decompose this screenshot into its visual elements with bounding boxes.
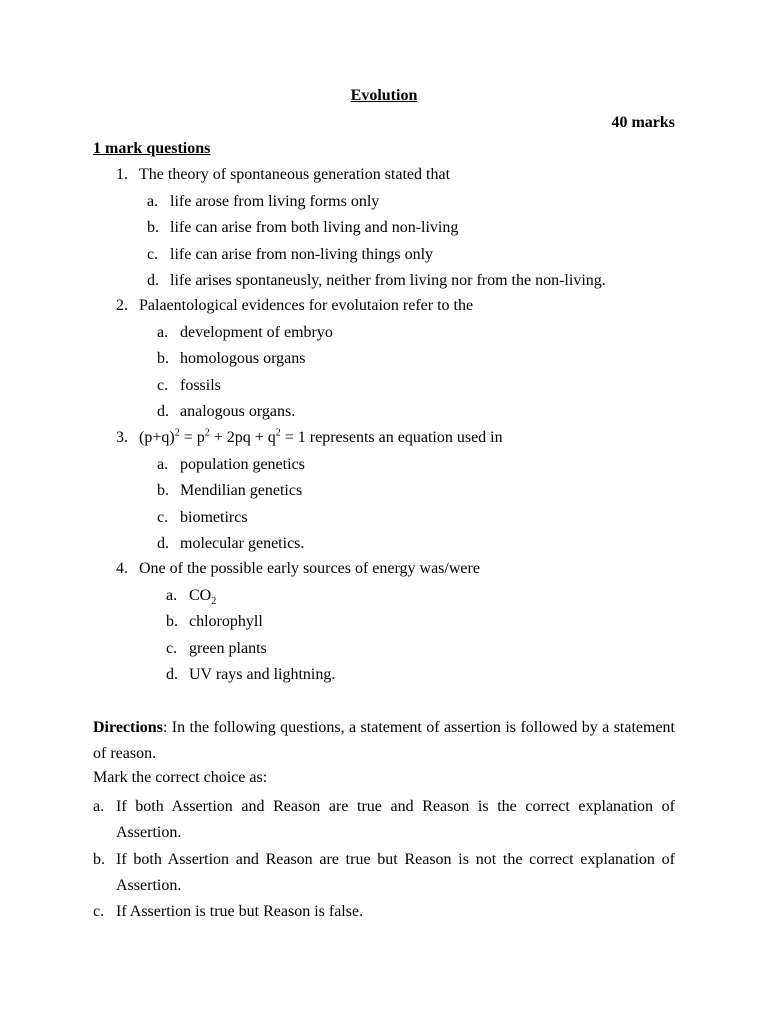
mark-choice-instruction: Mark the correct choice as: xyxy=(93,769,268,786)
option-text: biometircs xyxy=(180,509,248,526)
option-text: If both Assertion and Reason are true but Reason is not the correct explanation of Assertion. xyxy=(116,851,675,894)
option-label: c. xyxy=(166,640,178,657)
option-text: If Assertion is true but Reason is false. xyxy=(116,903,364,920)
question-number: 2. xyxy=(116,297,128,314)
option-text: homologous organs xyxy=(180,350,306,367)
question-text: Palaentological evidences for evolutaion refer to the xyxy=(139,297,474,314)
option-text: molecular genetics. xyxy=(180,535,305,552)
option-label: a. xyxy=(147,193,159,210)
option-label: b. xyxy=(157,482,169,499)
directions-paragraph xyxy=(93,715,675,767)
option-label: a. xyxy=(157,456,169,473)
total-marks: 40 marks xyxy=(611,114,675,131)
question-number: 3. xyxy=(116,429,128,446)
question-number: 4. xyxy=(116,560,128,577)
option-text: life arises spontaneusly, neither from living nor from the non-living. xyxy=(170,272,606,289)
directions-text: : In the following questions, a statement of assertion is followed by a statement of reason. xyxy=(93,719,675,762)
option-text: population genetics xyxy=(180,456,305,473)
option-label: a. xyxy=(157,324,169,341)
option-label: a. xyxy=(166,587,178,604)
option-label: b. xyxy=(166,613,178,630)
option-label: b. xyxy=(157,350,169,367)
directions-label: Directions xyxy=(93,719,163,736)
question-number: 1. xyxy=(116,166,128,183)
option-text: UV rays and lightning. xyxy=(189,666,336,683)
option-label: d. xyxy=(157,403,169,420)
assertion-option-c xyxy=(93,899,675,925)
option-text: development of embryo xyxy=(180,324,333,341)
option-label: c. xyxy=(93,903,105,920)
question-text: The theory of spontaneous generation stated that xyxy=(139,166,451,183)
option-text: Mendilian genetics xyxy=(180,482,303,499)
option-text: life can arise from non-living things only xyxy=(170,246,434,263)
question-equation: $(p+q)^2 = p^2 + 2pq + q^2 = 1$ represents an equation used in xyxy=(139,427,503,446)
question-text: One of the possible early sources of energy was/were xyxy=(139,560,480,577)
section-heading: 1 mark questions xyxy=(93,140,211,157)
option-text: If both Assertion and Reason are true and Reason is the correct explanation of Assertion. xyxy=(116,798,675,841)
option-text: chlorophyll xyxy=(189,613,263,630)
option-label: b. xyxy=(147,219,159,236)
assertion-option-a xyxy=(93,794,675,846)
option-text: $CO_2$ xyxy=(189,587,217,608)
option-text: analogous organs. xyxy=(180,403,296,420)
option-label: a. xyxy=(93,798,105,815)
option-label: c. xyxy=(157,377,169,394)
option-text: fossils xyxy=(180,377,221,394)
assertion-option-b xyxy=(93,847,675,899)
option-label: b. xyxy=(93,851,105,868)
option-text: life arose from living forms only xyxy=(170,193,380,210)
option-text: life can arise from both living and non-living xyxy=(170,219,459,236)
page-title: Evolution xyxy=(350,87,418,104)
option-label: d. xyxy=(166,666,178,683)
option-label: c. xyxy=(147,246,159,263)
option-label: d. xyxy=(157,535,169,552)
option-label: d. xyxy=(147,272,159,289)
option-text: green plants xyxy=(189,640,267,657)
option-label: c. xyxy=(157,509,169,526)
